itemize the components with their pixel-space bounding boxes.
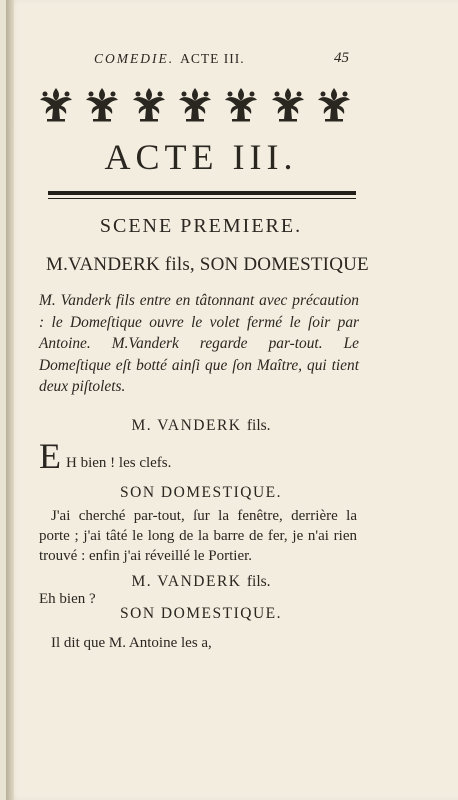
double-rule-thick (48, 191, 356, 195)
speaker-name: M. VANDERK (131, 573, 242, 590)
binding-edge (6, 0, 14, 800)
fleuron-ornament (314, 84, 354, 124)
drop-cap: E (39, 436, 61, 476)
double-rule-thin (48, 198, 356, 199)
dialogue-line: J'ai cherché par-tout, ſur la fenêtre, derrière la porte ; j'ai tâté le long de la barre de fer, je n'ai rien trouvé : enfin j'ai réveillé le Portier. (39, 508, 357, 564)
speaker-domestique: SON DOMESTIQUE. (120, 484, 282, 501)
fleuron-ornament (129, 84, 169, 124)
fleuron-band (36, 84, 354, 124)
dialogue-line: Il dit que M. Antoine les a, (51, 635, 212, 651)
running-head-title: COMEDIE. (94, 51, 175, 66)
speaker-suffix: fils. (246, 573, 271, 590)
speaker-suffix: fils. (246, 417, 271, 434)
speaker-name: M. VANDERK (131, 417, 242, 434)
dialogue-line: Eh bien ? (39, 591, 96, 607)
speaker-vanderk (6, 417, 396, 435)
stage-direction: M. Vanderk fils entre en tâtonnant avec précaution : le Domeſtique ouvre le volet fermé le ſoir par Antoine. M.Vanderk regarde par-tout. Le Domeſtique eſt botté ainſi que ſon Maître, qui tient deux piſtolets. (39, 292, 359, 395)
act-title: ACTE III. (104, 137, 298, 177)
page-number: 45 (334, 50, 349, 66)
scene-heading: SCENE PREMIERE. (99, 215, 303, 237)
fleuron-ornament (36, 84, 76, 124)
fleuron-ornament (221, 84, 261, 124)
book-page (6, 0, 458, 800)
fleuron-ornament (82, 84, 122, 124)
scene-characters: M.VANDERK fils, SON DOMESTIQUE (46, 254, 369, 275)
speaker-domestique: SON DOMESTIQUE. (120, 605, 282, 622)
speaker-vanderk (6, 573, 396, 591)
dialogue-line: H bien ! les clefs. (66, 455, 172, 471)
fleuron-ornament (175, 84, 215, 124)
fleuron-ornament (268, 84, 308, 124)
running-head-act: ACTE III. (180, 51, 245, 66)
